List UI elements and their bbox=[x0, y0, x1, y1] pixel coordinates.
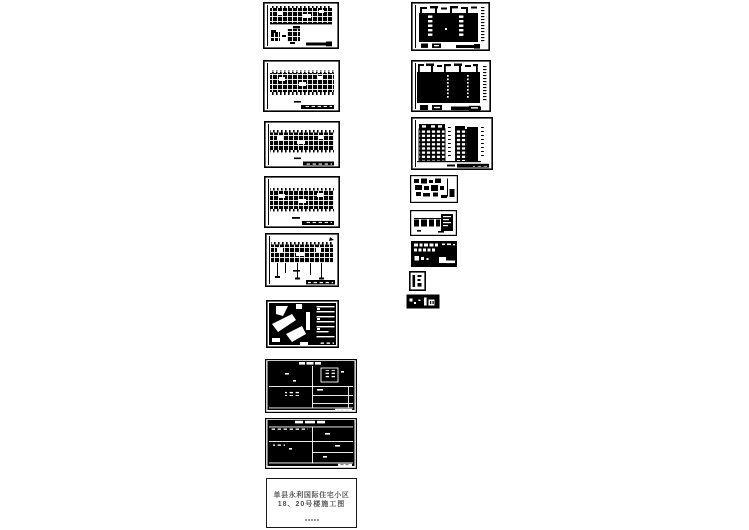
elevation-left-building bbox=[419, 124, 445, 161]
sheet-door-detail bbox=[409, 271, 426, 291]
table-page bbox=[268, 361, 355, 410]
sheet-cover bbox=[266, 478, 357, 528]
sheet-site-plan bbox=[266, 300, 339, 348]
title-block-strip bbox=[335, 409, 352, 412]
title-block-strip bbox=[338, 464, 352, 467]
legend-blob bbox=[420, 105, 428, 110]
legend-blob bbox=[421, 44, 428, 48]
cover-footer-mark bbox=[305, 519, 319, 521]
sheet-spec-table-2 bbox=[265, 418, 357, 469]
sheet-roof-plan bbox=[410, 175, 458, 203]
sheet-floor-plan-2 bbox=[263, 60, 340, 112]
sheet-floor-plan-4 bbox=[264, 176, 340, 228]
sheet-stair-detail bbox=[410, 240, 458, 268]
ground-line bbox=[417, 161, 481, 162]
table-header-text bbox=[295, 421, 325, 424]
sheet-elevation-1 bbox=[411, 2, 490, 51]
door-leaf bbox=[413, 275, 416, 287]
sheet-section-strip bbox=[410, 210, 457, 236]
elevation-right-building bbox=[455, 126, 478, 161]
corner-block bbox=[450, 189, 455, 197]
legend-table bbox=[315, 303, 336, 345]
sheet-elevation-2 bbox=[411, 60, 491, 112]
cover-title-line1: 单县永利国际住宅小区 bbox=[273, 492, 350, 499]
sheet-spec-table-1 bbox=[265, 359, 357, 413]
sheet-floor-plan-3 bbox=[264, 121, 340, 168]
table-header-text bbox=[299, 362, 321, 365]
sheet-floor-plan-5 bbox=[265, 233, 339, 287]
beam-bars bbox=[414, 220, 440, 227]
elevation-body bbox=[419, 13, 478, 42]
sheet-node-detail bbox=[406, 294, 440, 309]
sheet-floor-plan-1 bbox=[263, 2, 339, 49]
sheet-elevation-3 bbox=[411, 117, 493, 170]
cover-title-line2: 18、20号楼施工图 bbox=[277, 501, 346, 508]
site-plan-area bbox=[269, 303, 315, 345]
title-block-strip bbox=[318, 342, 334, 345]
